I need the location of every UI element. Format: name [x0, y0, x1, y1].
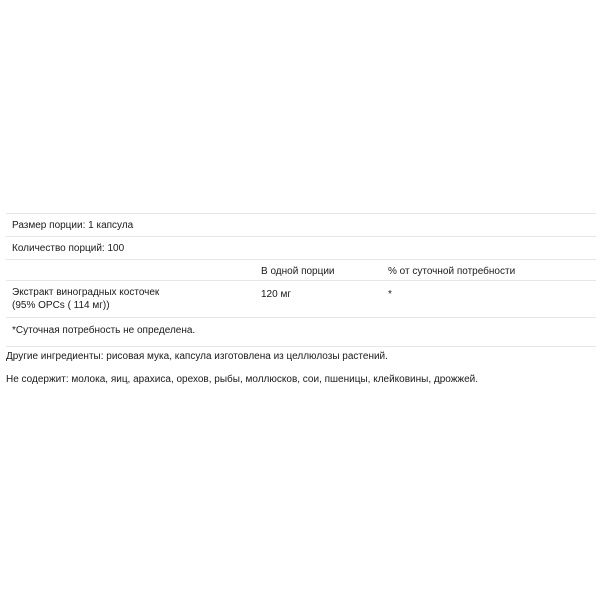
servings-count-row: [6, 236, 596, 259]
header-daily-value: % от суточной потребности: [388, 266, 516, 277]
footnote-row: [6, 317, 596, 347]
other-ingredients-text: Другие ингредиенты: рисовая мука, капсула изготовлена из целлюлозы растений.: [6, 351, 388, 362]
ingredient-daily-value: *: [388, 289, 392, 300]
ingredient-amount: 120 мг: [261, 289, 291, 300]
header-amount-per-serving: В одной порции: [261, 266, 335, 277]
serving-size-text: Размер порции: 1 капсула: [12, 220, 134, 231]
supplement-facts-panel: [6, 213, 596, 347]
table-header-row: [6, 259, 596, 280]
ingredient-name-line: Экстракт виноградных косточек: [12, 287, 160, 298]
footnote-text: *Суточная потребность не определена.: [12, 325, 196, 336]
servings-count-text: Количество порций: 100: [12, 243, 125, 254]
table-row: [6, 280, 596, 317]
allergen-free-text: Не содержит: молока, яиц, арахиса, орехов, рыбы, моллюсков, сои, пшеницы, клейковины, дрожжей.: [6, 374, 479, 385]
serving-size-row: [6, 213, 596, 236]
ingredient-name-line: (95% OPCs ( 114 мг)): [12, 300, 110, 311]
ingredient-name: [12, 286, 242, 312]
